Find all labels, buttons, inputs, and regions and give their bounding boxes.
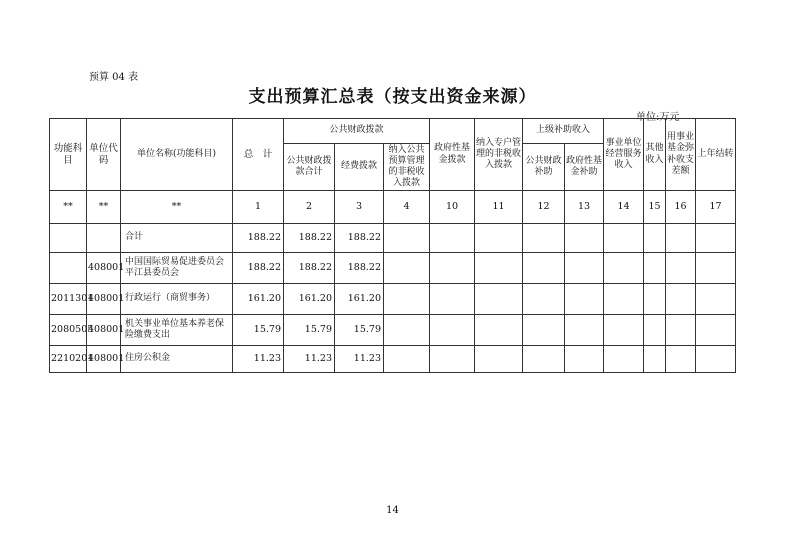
code-cell: 13 bbox=[565, 191, 604, 224]
pf-total-cell: 15.79 bbox=[284, 315, 335, 346]
budget-table bbox=[49, 118, 736, 373]
name-cell: 中国国际贸易促进委员会平江县委员会 bbox=[121, 253, 233, 284]
code-cell: 14 bbox=[604, 191, 644, 224]
header-upper-subsidy: 上级补助收入 bbox=[523, 119, 604, 144]
name-cell: 住房公积金 bbox=[121, 346, 233, 373]
expense-cell: 15.79 bbox=[335, 315, 384, 346]
page-title: 支出预算汇总表（按支出资金来源） bbox=[248, 87, 537, 107]
header-unit-code: 单位代码 bbox=[87, 119, 121, 191]
expense-cell: 11.23 bbox=[335, 346, 384, 373]
func-cell: 2080505 bbox=[50, 315, 87, 346]
total-cell: 11.23 bbox=[233, 346, 284, 373]
header-fund-balance: 用事业基金弥补收支差额 bbox=[666, 119, 696, 191]
name-cell: 合计 bbox=[121, 224, 233, 253]
header-other-income: 其他收入 bbox=[644, 119, 666, 191]
header-gov-fund-subsidy: 政府性基金补助 bbox=[565, 144, 604, 191]
table-row bbox=[50, 253, 736, 284]
pf-total-cell: 161.20 bbox=[284, 284, 335, 315]
code-cell: 17 bbox=[696, 191, 736, 224]
total-cell: 188.22 bbox=[233, 224, 284, 253]
code-cell: 2 bbox=[284, 191, 335, 224]
code-cell: 408001 bbox=[87, 253, 121, 284]
header-func-subject: 功能科目 bbox=[50, 119, 87, 191]
table-row bbox=[50, 284, 736, 315]
code-cell: 3 bbox=[335, 191, 384, 224]
pf-total-cell: 188.22 bbox=[284, 224, 335, 253]
code-cell: ** bbox=[87, 191, 121, 224]
code-cell: 1 bbox=[233, 191, 284, 224]
header-total: 总 计 bbox=[233, 119, 284, 191]
func-cell: 2210201 bbox=[50, 346, 87, 373]
code-cell bbox=[87, 224, 121, 253]
table-row bbox=[50, 315, 736, 346]
name-cell: 行政运行（商贸事务） bbox=[121, 284, 233, 315]
code-cell: 408001 bbox=[87, 284, 121, 315]
code-cell: 408001 bbox=[87, 346, 121, 373]
code-cell: 4 bbox=[384, 191, 430, 224]
header-last-year-carry: 上年结转 bbox=[696, 119, 736, 191]
code-cell: 12 bbox=[523, 191, 565, 224]
table-row bbox=[50, 224, 736, 253]
header-special-non-tax: 纳入专户管理的非税收入拨款 bbox=[475, 119, 523, 191]
total-cell: 161.20 bbox=[233, 284, 284, 315]
code-cell: 10 bbox=[430, 191, 475, 224]
func-cell bbox=[50, 224, 87, 253]
code-cell: 15 bbox=[644, 191, 666, 224]
func-cell: 2011301 bbox=[50, 284, 87, 315]
header-business-income: 事业单位经营服务收入 bbox=[604, 119, 644, 191]
expense-cell: 161.20 bbox=[335, 284, 384, 315]
name-cell: 机关事业单位基本养老保险缴费支出 bbox=[121, 315, 233, 346]
header-unit-name: 单位名称(功能科目) bbox=[121, 119, 233, 191]
header-public-finance: 公共财政拨款 bbox=[284, 119, 430, 144]
code-cell: 408001 bbox=[87, 315, 121, 346]
code-cell: 16 bbox=[666, 191, 696, 224]
header-public-finance-total: 公共财政拨款合计 bbox=[284, 144, 335, 191]
pf-total-cell: 188.22 bbox=[284, 253, 335, 284]
page-number: 14 bbox=[386, 505, 399, 516]
header-gov-fund: 政府性基金拨款 bbox=[430, 119, 475, 191]
code-cell: ** bbox=[50, 191, 87, 224]
pf-total-cell: 11.23 bbox=[284, 346, 335, 373]
column-code-row bbox=[50, 191, 736, 224]
code-cell: ** bbox=[121, 191, 233, 224]
total-cell: 15.79 bbox=[233, 315, 284, 346]
code-cell: 11 bbox=[475, 191, 523, 224]
expense-cell: 188.22 bbox=[335, 224, 384, 253]
expense-cell: 188.22 bbox=[335, 253, 384, 284]
header-public-finance-subsidy: 公共财政补助 bbox=[523, 144, 565, 191]
table-tag: 预算 04 表 bbox=[89, 72, 139, 83]
func-cell bbox=[50, 253, 87, 284]
header-expense-appropriation: 经费拨款 bbox=[335, 144, 384, 191]
table-row bbox=[50, 346, 736, 373]
header-non-tax-budget: 纳入公共预算管理的非税收入拨款 bbox=[384, 144, 430, 191]
unit-label: 单位:万元 bbox=[636, 112, 680, 123]
total-cell: 188.22 bbox=[233, 253, 284, 284]
